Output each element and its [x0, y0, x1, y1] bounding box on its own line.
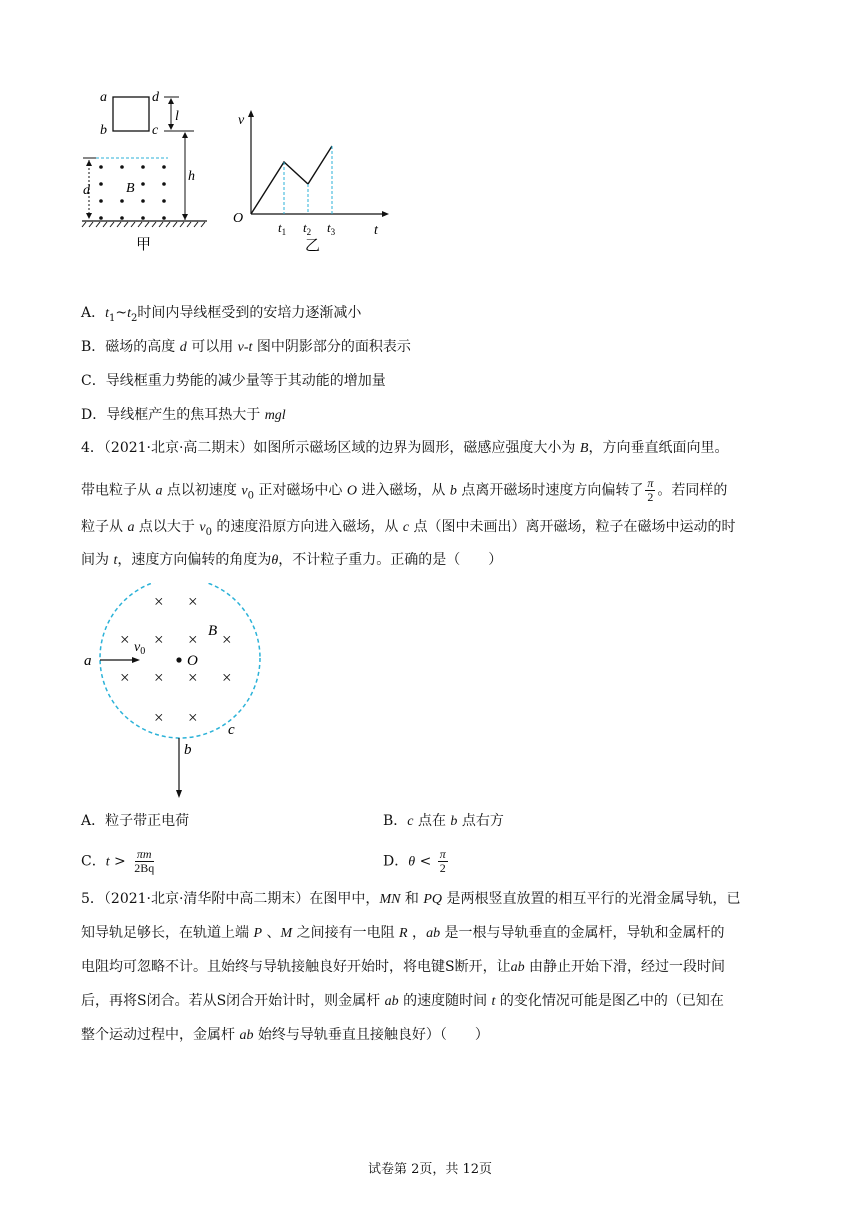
q5-stem-line4: 后，再将S闭合。若从S闭合开始计时，则金属杆 ab 的速度随时间 t 的变化情况可能是图乙中的（已知在 — [81, 993, 724, 1009]
svg-text:×: × — [188, 592, 198, 611]
q4-option-C[interactable]: C．t > $\frac{\pi m}{2Bq}$ — [81, 847, 155, 875]
page-footer: 试卷第 2页，共 12页 — [367, 1162, 493, 1177]
q5-stem-line5: 整个运动过程中，金属杆 ab 始终与导轨垂直且接触良好）（ ） — [81, 1027, 489, 1043]
q4-stem-line2: 带电粒子从 a 点以初速度 $v_0$ 正对磁场中心 O 进入磁场，从 b 点离开磁场时速度方向偏转了 $\frac{\pi}{2}$ 。若同样的 — [81, 476, 728, 504]
svg-text:×: × — [154, 592, 164, 611]
axis-t: t — [374, 223, 378, 238]
q4-stem-line4: 间为 t，速度方向偏转的角度为θ，不计粒子重力。正确的是（ ） — [81, 552, 503, 568]
svg-text:×: × — [222, 668, 232, 687]
figure-yi-vt-graph — [233, 110, 389, 254]
label-d-top: d — [152, 90, 159, 105]
caption-jia: 甲 — [136, 237, 152, 253]
q5-stem-line3: 电阻均可忽略不计。且始终与导轨接触良好开始时，将电键S断开，让ab 由静止开始下滑，经过一段时间 — [81, 959, 726, 975]
caption-yi: 乙 — [305, 238, 321, 254]
fraction-pim-over-2Bq: $\frac{\pi m}{2Bq}$ — [134, 847, 155, 875]
tick-t3: $t_3$ — [327, 220, 336, 237]
label-a: a — [84, 653, 92, 669]
label-b: b — [100, 123, 107, 138]
label-O: O — [187, 653, 198, 669]
svg-text:×: × — [188, 630, 198, 649]
svg-text:×: × — [154, 630, 164, 649]
q5-stem-line1: 5．（2021·北京·清华附中高二期末）在图甲中，MN 和 PQ 是两根竖直放置的相互平行的光滑金属导轨，已 — [81, 891, 741, 907]
center-dot — [176, 657, 181, 662]
q3-option-D[interactable]: D．导线框产生的焦耳热大于 mgl — [81, 407, 286, 423]
label-h: h — [188, 169, 195, 184]
q4-stem-line1: 4．（2021·北京·高二期末）如图所示磁场区域的边界为圆形，磁感应强度大小为 B，方向垂直纸面向里。 — [81, 440, 729, 456]
label-d-left: d — [83, 183, 90, 198]
figure-jia-yi — [78, 82, 398, 262]
q4-option-A[interactable]: A．粒子带正电荷 — [81, 813, 190, 829]
label-v0: $v_0$ — [134, 640, 146, 657]
q5-stem-line2: 知导轨足够长，在轨道上端 P 、M 之间接有一电阻 R ，ab 是一根与导轨垂直的金属杆，导轨和金属杆的 — [81, 925, 725, 941]
fraction-pi-over-2-d: $\frac{\pi}{2}$ — [439, 847, 446, 875]
svg-text:×: × — [188, 708, 198, 727]
svg-text:×: × — [188, 668, 198, 687]
tick-t1: $t_1$ — [278, 220, 287, 237]
q3-option-B[interactable]: B．磁场的高度 d 可以用 v-t 图中阴影部分的面积表示 — [81, 339, 411, 355]
tick-t2: $t_2$ — [303, 220, 312, 237]
figure-jia — [82, 90, 207, 253]
svg-text:×: × — [154, 708, 164, 727]
ground-hatch — [82, 222, 205, 227]
axis-v: v — [238, 113, 245, 128]
q4-stem-line3: 粒子从 a 点以大于 $v_0$ 的速度沿原方向进入磁场，从 c 点（图中未画出）离开磁场，粒子在磁场中运动的时 — [81, 519, 736, 538]
q3-option-C[interactable]: C．导线框重力势能的减少量等于其动能的增加量 — [81, 373, 386, 389]
label-B: B — [208, 623, 218, 639]
figure-circular-field — [80, 583, 270, 805]
fraction-pi-over-2: $\frac{\pi}{2}$ — [647, 476, 654, 504]
q3-option-A[interactable]: A．$t_1\sim t_2$时间内导线框受到的安培力逐渐减小 — [81, 305, 362, 324]
label-b: b — [184, 742, 192, 758]
origin-O: O — [233, 211, 244, 226]
label-B: B — [126, 181, 135, 196]
svg-text:×: × — [120, 630, 130, 649]
svg-text:×: × — [222, 630, 232, 649]
q4-option-B[interactable]: B．c 点在 b 点右方 — [383, 813, 504, 829]
label-c: c — [152, 123, 159, 138]
q4-option-D[interactable]: D．θ < $\frac{\pi}{2}$ — [383, 847, 446, 875]
svg-text:×: × — [120, 668, 130, 687]
label-l: l — [175, 109, 179, 124]
label-a: a — [100, 90, 107, 105]
svg-text:×: × — [154, 668, 164, 687]
label-c: c — [228, 722, 235, 738]
